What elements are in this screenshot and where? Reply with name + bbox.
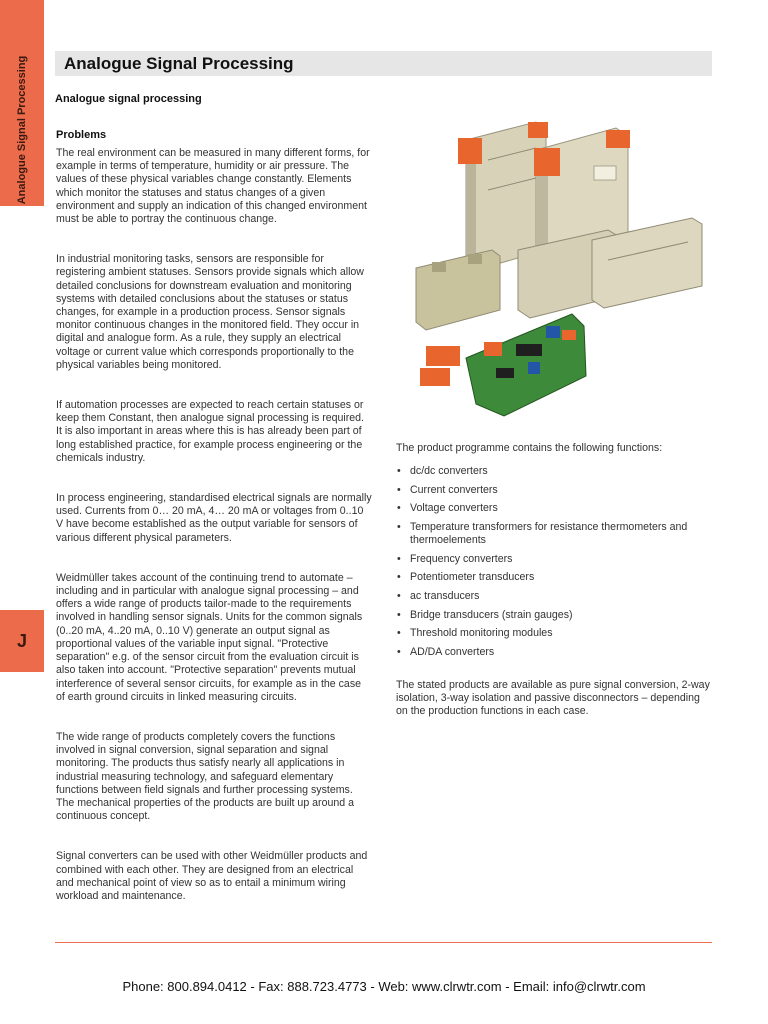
functions-intro: The product programme contains the following functions: (396, 442, 663, 454)
list-item: • Voltage converters (396, 502, 712, 515)
list-item: • Frequency converters (396, 553, 712, 566)
page-subtitle: Analogue signal processing (55, 93, 202, 105)
footer-contact: Phone: 800.894.0412 - Fax: 888.723.4773 - Web: www.clrwtr.com - Email: info@clrwtr.com (122, 979, 646, 994)
body-paragraph: In industrial monitoring tasks, sensors are responsible for registering ambient statuses. Sensors provide signals which allow detailed conclusions for downstream evaluation and monitoring systems with detailed conclusions about the statuses or status changes, for example in a production process. Sensor signals monitor continuous changes in the monitored field. They occur in digital and analogue form. As a rule, they supply an electrical voltage or current value which corresponds proportionally to the physical variables being monitored. (56, 253, 364, 371)
list-item: • Threshold monitoring modules (396, 627, 712, 640)
right-column (396, 442, 712, 719)
list-item: • Potentiometer transducers (396, 571, 712, 584)
problems-heading: Problems (56, 129, 107, 141)
terminal-module (416, 250, 500, 330)
body-paragraph: The real environment can be measured in many different forms, for example in terms of temperature, humidity or air pressure. The values of these physical variables change constantly. Elements which monitor the statuses and status changes of a given environment and supply an indication of this changed environment must be able to portray the continuous change. (56, 147, 370, 226)
page-title-bar (55, 51, 712, 76)
page-title: Analogue Signal Processing (64, 54, 294, 73)
list-item: • AD/DA converters (396, 646, 712, 659)
pcb-board (466, 314, 586, 416)
chapter-letter: J (16, 630, 27, 651)
body-paragraph: In process engineering, standardised electrical signals are normally used. Currents from 0… 20 mA, 4… 20 mA or voltages from 0..10 V have become established as the output variable for sensors of various different physical parameters. (56, 492, 372, 544)
section-side-tab (0, 0, 44, 206)
list-item: • ac transducers (396, 590, 712, 603)
list-item: • dc/dc converters (396, 465, 712, 478)
body-paragraph: Weidmüller takes account of the continuing trend to automate – including and in particular with analogue signal processing – and offers a wide range of products tailor-made to the requirements involved in handling sensor signals. Units for the common signals (0..20 mA, 4..20 mA, 0..10 V) generate an output signal as proportional values of the variable input signal. "Protective separation" e.g. of the sensor circuit from the evaluation circuit is also taken into account. "Protective separation" prevents mutual interference of several sensor circuits, for example as in the case of earth ground circuits in linked measuring circuits. (56, 571, 363, 703)
section-side-tab-label: Analogue Signal Processing (16, 55, 28, 205)
left-column (56, 129, 372, 930)
product-photo (396, 100, 712, 430)
list-item: • Bridge transducers (strain gauges) (396, 609, 712, 622)
body-paragraph: The wide range of products completely covers the functions involved in signal conversion, signal separation and signal monitoring. The products thus satisfy nearly all applications in industrial measuring technology, and safeguard elementary functions between field signals and further processing systems. The mechanical properties of the products are built up around a continuous concept. (56, 730, 354, 823)
body-paragraph: Signal converters can be used with other Weidmüller products and combined with each other. They are designed from an electrical and mechanical point of view so as to entail a minimum wiring workload and maintenance. (56, 850, 368, 902)
list-item: • Current converters (396, 484, 712, 497)
list-item: • Temperature transformers for resistance thermometers and thermoelements (396, 521, 712, 547)
body-paragraph: If automation processes are expected to reach certain statuses or keep them Constant, then analogue signal processing is required. It is also important in areas where this is has already been part of long established practice, for example process engineering or the chemicals industry. (56, 399, 364, 464)
chapter-tab (0, 610, 44, 672)
closing-paragraph: The stated products are available as pure signal conversion, 2-way isolation, 3-way isolation and passive disconnectors – depending on the production functions in each case. (396, 678, 710, 718)
functions-list (396, 465, 712, 659)
footer-divider (55, 942, 712, 943)
